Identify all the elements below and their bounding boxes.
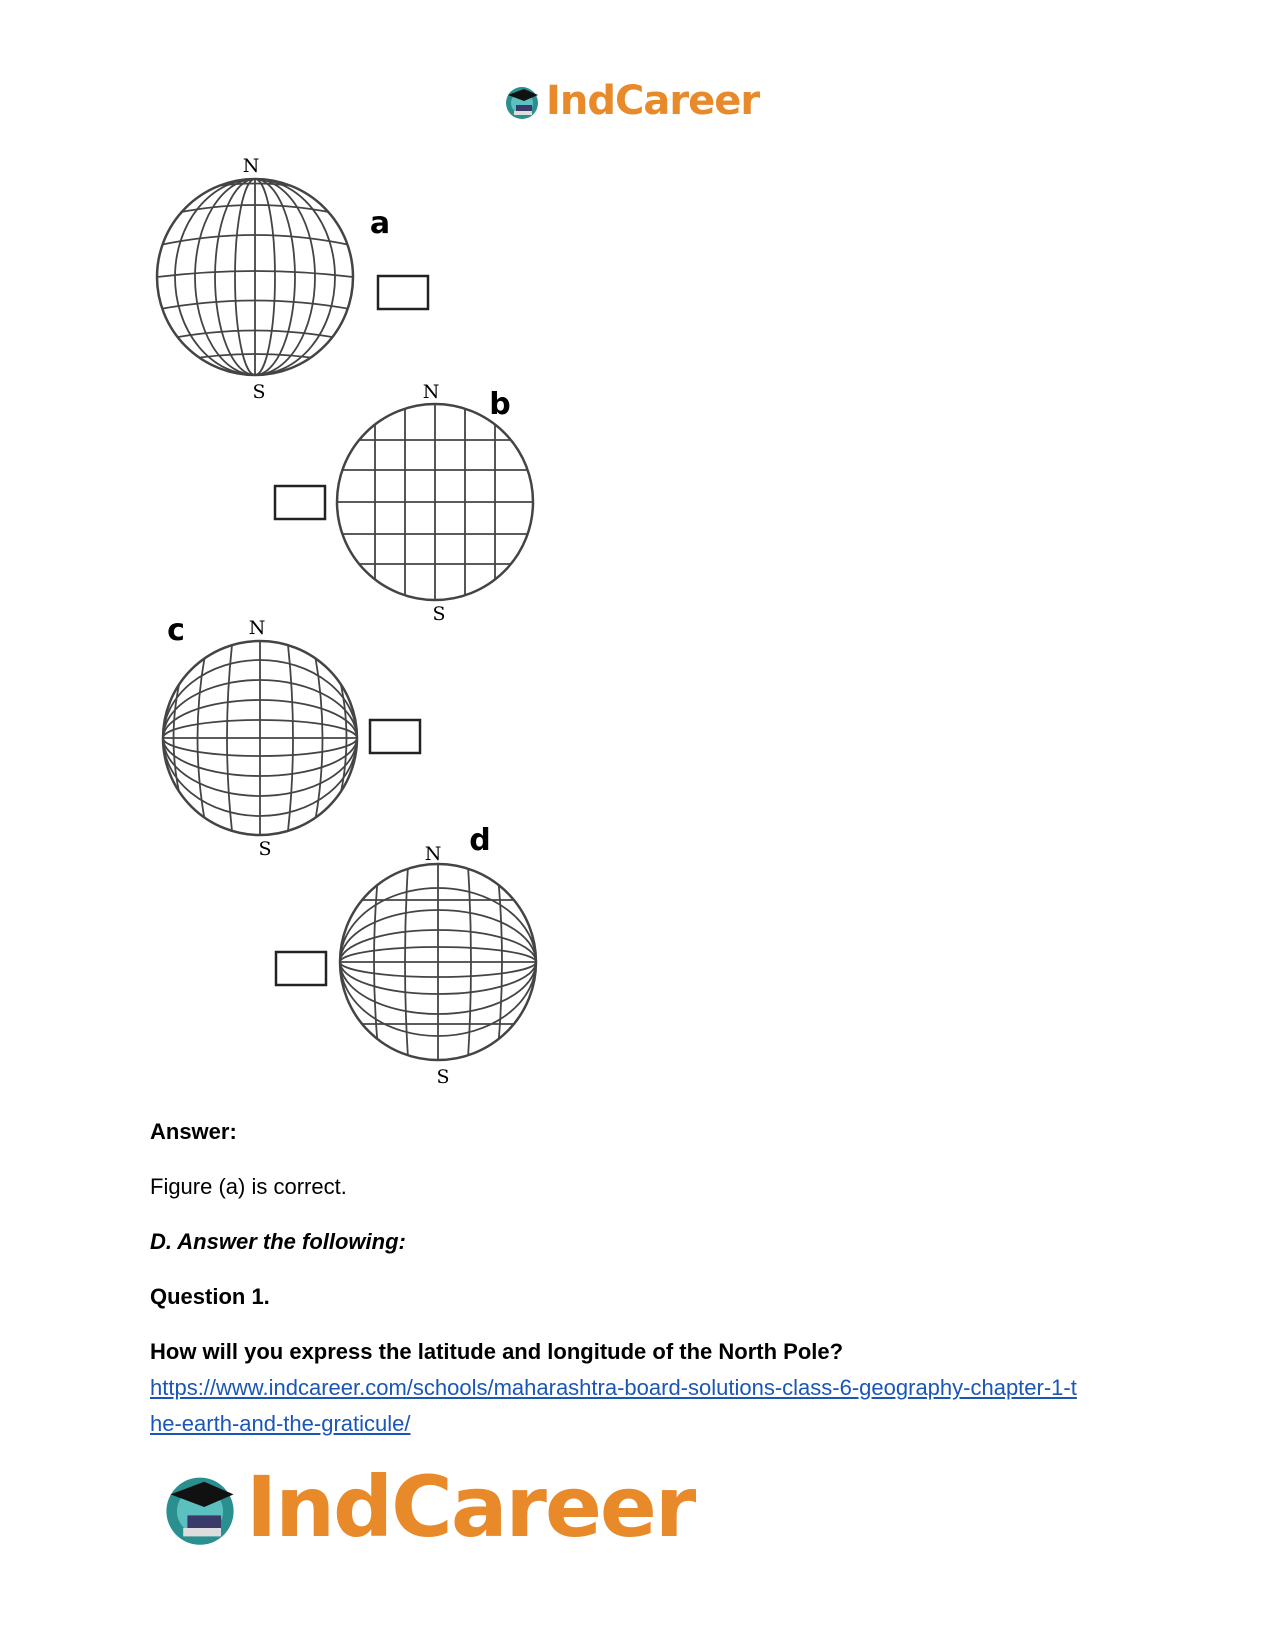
north-label-d: N bbox=[424, 843, 442, 865]
south-label-c: S bbox=[258, 838, 272, 860]
globe-d bbox=[340, 864, 536, 1060]
footer-logo bbox=[158, 1458, 694, 1556]
globe-b bbox=[330, 400, 540, 600]
south-label-b: S bbox=[432, 603, 446, 625]
footer-logo-text: IndCareer bbox=[246, 1458, 695, 1556]
north-label-b: N bbox=[422, 381, 440, 403]
question-number: Question 1. bbox=[150, 1284, 270, 1309]
source-link-line2[interactable]: he-earth-and-the-graticule/ bbox=[150, 1411, 411, 1436]
graduation-cap-icon bbox=[158, 1465, 242, 1549]
figure-label-d: d bbox=[469, 823, 491, 858]
source-link-line1[interactable]: https://www.indcareer.com/schools/maharashtra-board-solutions-class-6-geography-chapter-1-t bbox=[150, 1375, 1077, 1400]
figure-label-c: c bbox=[167, 613, 185, 648]
question-text: How will you express the latitude and longitude of the North Pole? bbox=[150, 1339, 844, 1364]
north-label-a: N bbox=[242, 155, 260, 177]
answer-text: Figure (a) is correct. bbox=[150, 1174, 347, 1199]
globe-a bbox=[157, 179, 353, 375]
section-heading: D. Answer the following: bbox=[150, 1229, 406, 1254]
answer-heading: Answer: bbox=[150, 1119, 237, 1144]
answer-box-a[interactable] bbox=[378, 276, 428, 309]
figure-label-a: a bbox=[369, 206, 391, 241]
south-label-a: S bbox=[252, 381, 266, 403]
globe-c bbox=[163, 641, 357, 835]
source-link[interactable] bbox=[150, 1370, 1130, 1442]
answer-box-c[interactable] bbox=[370, 720, 420, 753]
north-label-c: N bbox=[248, 617, 266, 639]
answer-box-b[interactable] bbox=[275, 486, 325, 519]
south-label-d: S bbox=[436, 1066, 450, 1088]
header-logo-text: IndCareer bbox=[546, 78, 760, 124]
answer-box-d[interactable] bbox=[276, 952, 326, 985]
figure-label-b: b bbox=[489, 387, 511, 422]
